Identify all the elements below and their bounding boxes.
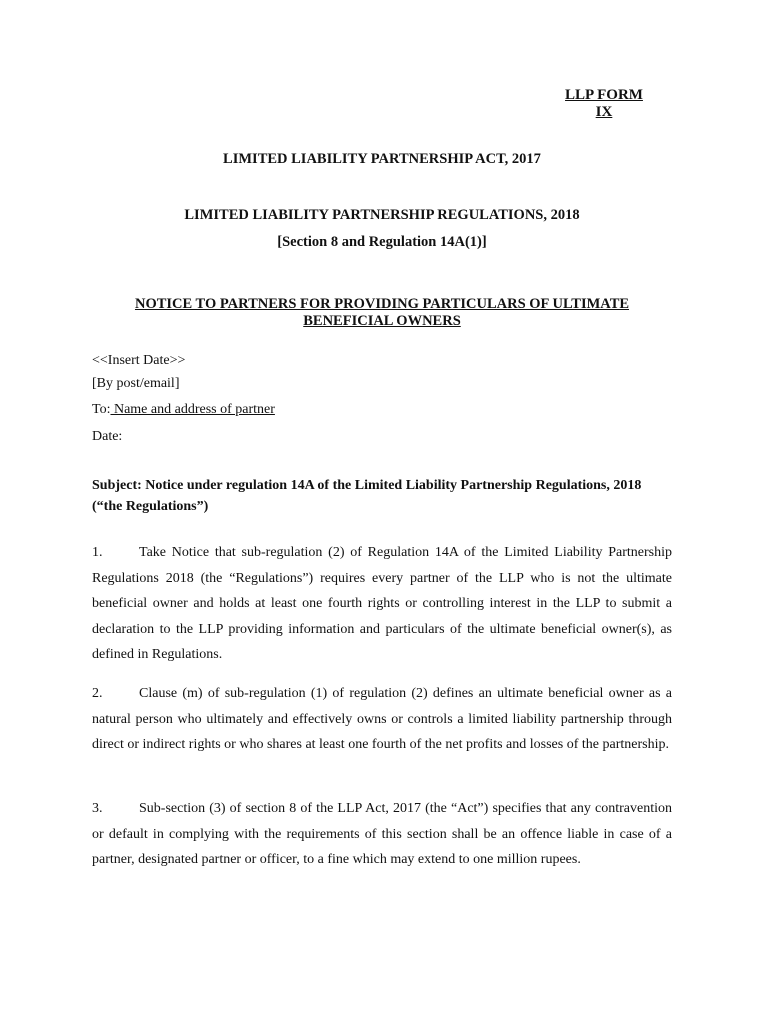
delivery-method: [By post/email] [92,376,180,391]
paragraph-text: Clause (m) of sub-regulation (1) of regulation (2) defines an ultimate beneficial owner as a natural person who ultimately and effectively owns or controls a limited liability partnership through direct or indirect rights or who shares at least one fourth of the net profits and losses of the partnership. [92,686,672,752]
to-label: To: [92,402,111,417]
section-reference: [Section 8 and Regulation 14A(1)] [277,234,487,250]
paragraph-2 [92,681,672,758]
form-label [556,87,652,121]
subject-line: Subject: Notice under regulation 14A of the Limited Liability Partnership Regulations, 2018 (“the Regulations”) [92,478,642,514]
paragraph-number: 3. [92,801,103,816]
recipient-placeholder: Name and address of partner [110,402,275,417]
regulations-heading: LIMITED LIABILITY PARTNERSHIP REGULATIONS, 2018 [184,207,580,223]
paragraph-3 [92,796,672,873]
paragraph-text: Take Notice that sub-regulation (2) of Regulation 14A of the Limited Liability Partnership Regulations 2018 (the “Regulations”) requires every partner of the LLP who is not the ultimate beneficial owner and holds at least one fourth rights or controlling interest in the LLP to submit a declaration to the LLP providing information and particulars of the ultimate beneficial owner(s), as defined in Regulations. [92,545,672,662]
act-heading: LIMITED LIABILITY PARTNERSHIP ACT, 2017 [223,151,541,167]
form-label-line1: LLP FORM [565,87,643,103]
form-label-line2: IX [595,104,613,120]
recipient-line [92,401,275,419]
date-line: Date: [92,429,123,444]
paragraph-number: 1. [92,545,103,560]
notice-title: NOTICE TO PARTNERS FOR PROVIDING PARTICULARS OF ULTIMATE BENEFICIAL OWNERS [134,296,630,329]
paragraph-text: Sub-section (3) of section 8 of the LLP Act, 2017 (the “Act”) specifies that any contravention or default in complying with the requirements of this section shall be an offence liable in case of a partner, designated partner or officer, to a fine which may extend to one million rupees. [92,801,672,867]
insert-date-placeholder: <<Insert Date>> [92,353,186,368]
paragraph-1 [92,540,672,668]
paragraph-number: 2. [92,686,103,701]
